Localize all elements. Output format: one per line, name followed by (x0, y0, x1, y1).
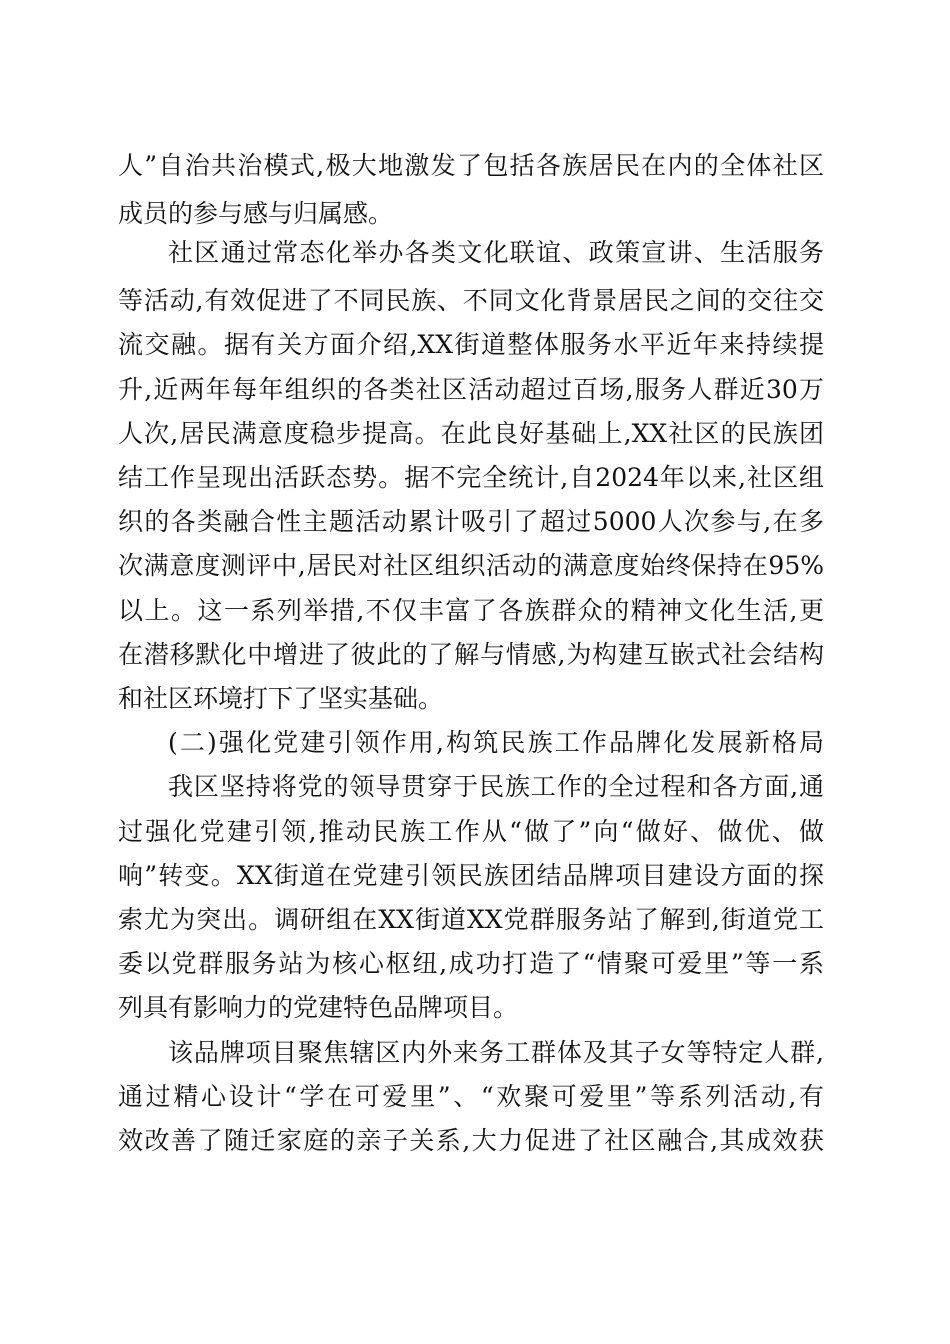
line-text: 结工作呈现出活跃态势。据不完全统计,自2024年以来,社区组 (118, 463, 824, 492)
line-text: 次满意度测评中,居民对社区组织活动的满意度始终保持在95% (118, 551, 824, 580)
line-text: 织的各类融合性主题活动累计吸引了超过5000人次参与,在多 (118, 507, 824, 536)
text-line (0, 1073, 950, 1121)
heading-text: (二)强化党建引领作用,构筑民族工作品牌化发展新格局 (168, 728, 824, 757)
line-text: 该品牌项目聚焦辖区内外来务工群体及其子女等特定人群, (168, 1038, 824, 1067)
text-line (0, 454, 950, 502)
text-line (0, 1029, 950, 1077)
text-line (0, 984, 950, 1032)
line-text: 和社区环境打下了坚实基础。 (118, 684, 444, 713)
text-line (0, 321, 950, 369)
section-heading (0, 719, 950, 767)
text-line (0, 142, 950, 190)
text-line (0, 366, 950, 414)
line-text: 人”自治共治模式,极大地激发了包括各族居民在内的全体社区 (118, 151, 824, 180)
text-line (0, 808, 950, 856)
text-line (0, 542, 950, 590)
text-line (0, 1117, 950, 1165)
text-line (0, 277, 950, 325)
text-line (0, 852, 950, 900)
line-text: 委以党群服务站为核心枢纽,成功打造了“情聚可爱里”等一系 (118, 949, 824, 978)
line-text: 在潜移默化中增进了彼此的了解与情感,为构建互嵌式社会结构 (118, 640, 824, 669)
text-line (0, 675, 950, 723)
text-line (0, 229, 950, 277)
line-text: 人次,居民满意度稳步提高。在此良好基础上,XX社区的民族团 (118, 419, 824, 448)
text-line (0, 498, 950, 546)
line-text: 效改善了随迁家庭的亲子关系,大力促进了社区融合,其成效获 (118, 1126, 824, 1155)
line-text: 响”转变。XX街道在党建引领民族团结品牌项目建设方面的探 (118, 861, 824, 890)
line-text: 等活动,有效促进了不同民族、不同文化背景居民之间的交往交 (118, 286, 824, 315)
line-text: 流交融。据有关方面介绍,XX街道整体服务水平近年来持续提 (118, 330, 824, 359)
line-text: 索尤为突出。调研组在XX街道XX党群服务站了解到,街道党工 (118, 905, 824, 934)
text-line (0, 940, 950, 988)
text-line (0, 763, 950, 811)
line-text: 成员的参与感与归属感。 (118, 199, 394, 228)
text-line (0, 631, 950, 679)
text-line (0, 587, 950, 635)
line-text: 社区通过常态化举办各类文化联谊、政策宣讲、生活服务 (168, 238, 824, 267)
line-text: 升,近两年每年组织的各类社区活动超过百场,服务人群近30万 (118, 375, 824, 404)
line-text: 我区坚持将党的领导贯穿于民族工作的全过程和各方面,通 (168, 772, 824, 801)
line-text: 列具有影响力的党建特色品牌项目。 (118, 993, 519, 1022)
text-line (0, 410, 950, 458)
line-text: 通过精心设计“学在可爱里”、“欢聚可爱里”等系列活动,有 (118, 1082, 824, 1111)
text-line (0, 896, 950, 944)
line-text: 过强化党建引领,推动民族工作从“做了”向“做好、做优、做 (118, 817, 824, 846)
line-text: 以上。这一系列举措,不仅丰富了各族群众的精神文化生活,更 (118, 596, 824, 625)
